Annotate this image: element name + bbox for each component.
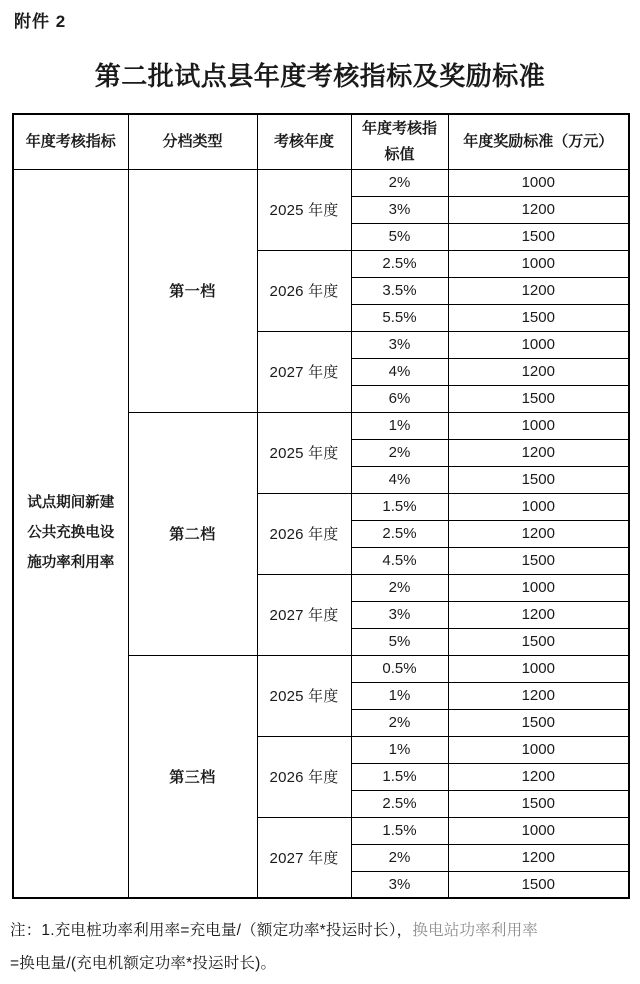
tier-cell: 第一档: [128, 169, 257, 412]
footnote-line1-faded-text: 换电站功率利用率: [412, 922, 538, 939]
reward-amount-cell: 1200: [448, 520, 629, 547]
reward-amount-cell: 1500: [448, 628, 629, 655]
reward-amount-cell: 1000: [448, 169, 629, 196]
reward-amount-cell: 1500: [448, 223, 629, 250]
reward-amount-cell: 1500: [448, 709, 629, 736]
year-cell: 2027 年度: [257, 331, 351, 412]
reward-amount-cell: 1200: [448, 682, 629, 709]
year-cell: 2025 年度: [257, 169, 351, 250]
indicator-cell: 试点期间新建公共充换电设施功率利用率: [13, 169, 128, 898]
year-cell: 2025 年度: [257, 655, 351, 736]
indicator-value-cell: 5%: [351, 223, 448, 250]
indicator-value-cell: 5.5%: [351, 304, 448, 331]
year-cell: 2027 年度: [257, 574, 351, 655]
indicator-value-cell: 0.5%: [351, 655, 448, 682]
header-tier-type: 分档类型: [128, 114, 257, 169]
reward-amount-cell: 1000: [448, 574, 629, 601]
reward-amount-cell: 1200: [448, 763, 629, 790]
indicator-value-cell: 5%: [351, 628, 448, 655]
reward-amount-cell: 1200: [448, 358, 629, 385]
reward-amount-cell: 1000: [448, 493, 629, 520]
reward-amount-cell: 1500: [448, 466, 629, 493]
footnote-line1-text: 注：1.充电桩功率利用率=充电量/（额定功率*投运时长），: [10, 922, 413, 939]
reward-amount-cell: 1000: [448, 331, 629, 358]
indicator-value-cell: 3%: [351, 331, 448, 358]
reward-amount-cell: 1500: [448, 871, 629, 898]
indicator-value-cell: 3%: [351, 196, 448, 223]
indicator-value-cell: 3%: [351, 601, 448, 628]
indicator-value-cell: 4.5%: [351, 547, 448, 574]
indicator-value-cell: 2%: [351, 439, 448, 466]
year-cell: 2026 年度: [257, 736, 351, 817]
tier-cell: 第二档: [128, 412, 257, 655]
reward-amount-cell: 1200: [448, 277, 629, 304]
footnote-line-2: =换电量/(充电机额定功率*投运时长)。: [10, 955, 277, 972]
indicator-value-cell: 1.5%: [351, 763, 448, 790]
indicator-value-cell: 2%: [351, 169, 448, 196]
reward-amount-cell: 1200: [448, 439, 629, 466]
year-cell: 2027 年度: [257, 817, 351, 898]
reward-amount-cell: 1500: [448, 385, 629, 412]
reward-amount-cell: 1200: [448, 844, 629, 871]
indicator-value-cell: 4%: [351, 358, 448, 385]
year-cell: 2026 年度: [257, 493, 351, 574]
reward-amount-cell: 1000: [448, 817, 629, 844]
indicator-value-cell: 6%: [351, 385, 448, 412]
table-header-row: [13, 114, 629, 169]
indicator-value-cell: 2%: [351, 709, 448, 736]
reward-amount-cell: 1500: [448, 547, 629, 574]
table-row: [13, 169, 629, 196]
header-assessment-year: 考核年度: [257, 114, 351, 169]
indicator-value-cell: 3.5%: [351, 277, 448, 304]
attachment-label: 附件 2: [14, 12, 67, 31]
reward-amount-cell: 1000: [448, 655, 629, 682]
footnote-line-1: [10, 914, 634, 947]
table-body: [13, 169, 629, 898]
reward-amount-cell: 1000: [448, 250, 629, 277]
indicator-value-cell: 2.5%: [351, 520, 448, 547]
page-title: 第二批试点县年度考核指标及奖励标准: [94, 61, 546, 91]
indicator-value-cell: 1%: [351, 682, 448, 709]
indicator-value-cell: 3%: [351, 871, 448, 898]
year-cell: 2026 年度: [257, 250, 351, 331]
indicator-value-cell: 1%: [351, 736, 448, 763]
indicator-value-cell: 2.5%: [351, 790, 448, 817]
assessment-table: [12, 113, 630, 899]
reward-amount-cell: 1500: [448, 304, 629, 331]
header-annual-indicator: 年度考核指标: [13, 114, 128, 169]
reward-amount-cell: 1000: [448, 412, 629, 439]
indicator-value-cell: 4%: [351, 466, 448, 493]
reward-amount-cell: 1200: [448, 601, 629, 628]
reward-amount-cell: 1200: [448, 196, 629, 223]
indicator-value-cell: 2.5%: [351, 250, 448, 277]
header-indicator-value: 年度考核指标值: [351, 114, 448, 169]
indicator-value-cell: 1.5%: [351, 817, 448, 844]
footnote: [10, 914, 634, 980]
year-cell: 2025 年度: [257, 412, 351, 493]
reward-amount-cell: 1500: [448, 790, 629, 817]
indicator-value-cell: 1%: [351, 412, 448, 439]
indicator-value-cell: 2%: [351, 574, 448, 601]
tier-cell: 第三档: [128, 655, 257, 898]
header-reward-standard: 年度奖励标准（万元）: [448, 114, 629, 169]
reward-amount-cell: 1000: [448, 736, 629, 763]
indicator-value-cell: 2%: [351, 844, 448, 871]
indicator-value-cell: 1.5%: [351, 493, 448, 520]
